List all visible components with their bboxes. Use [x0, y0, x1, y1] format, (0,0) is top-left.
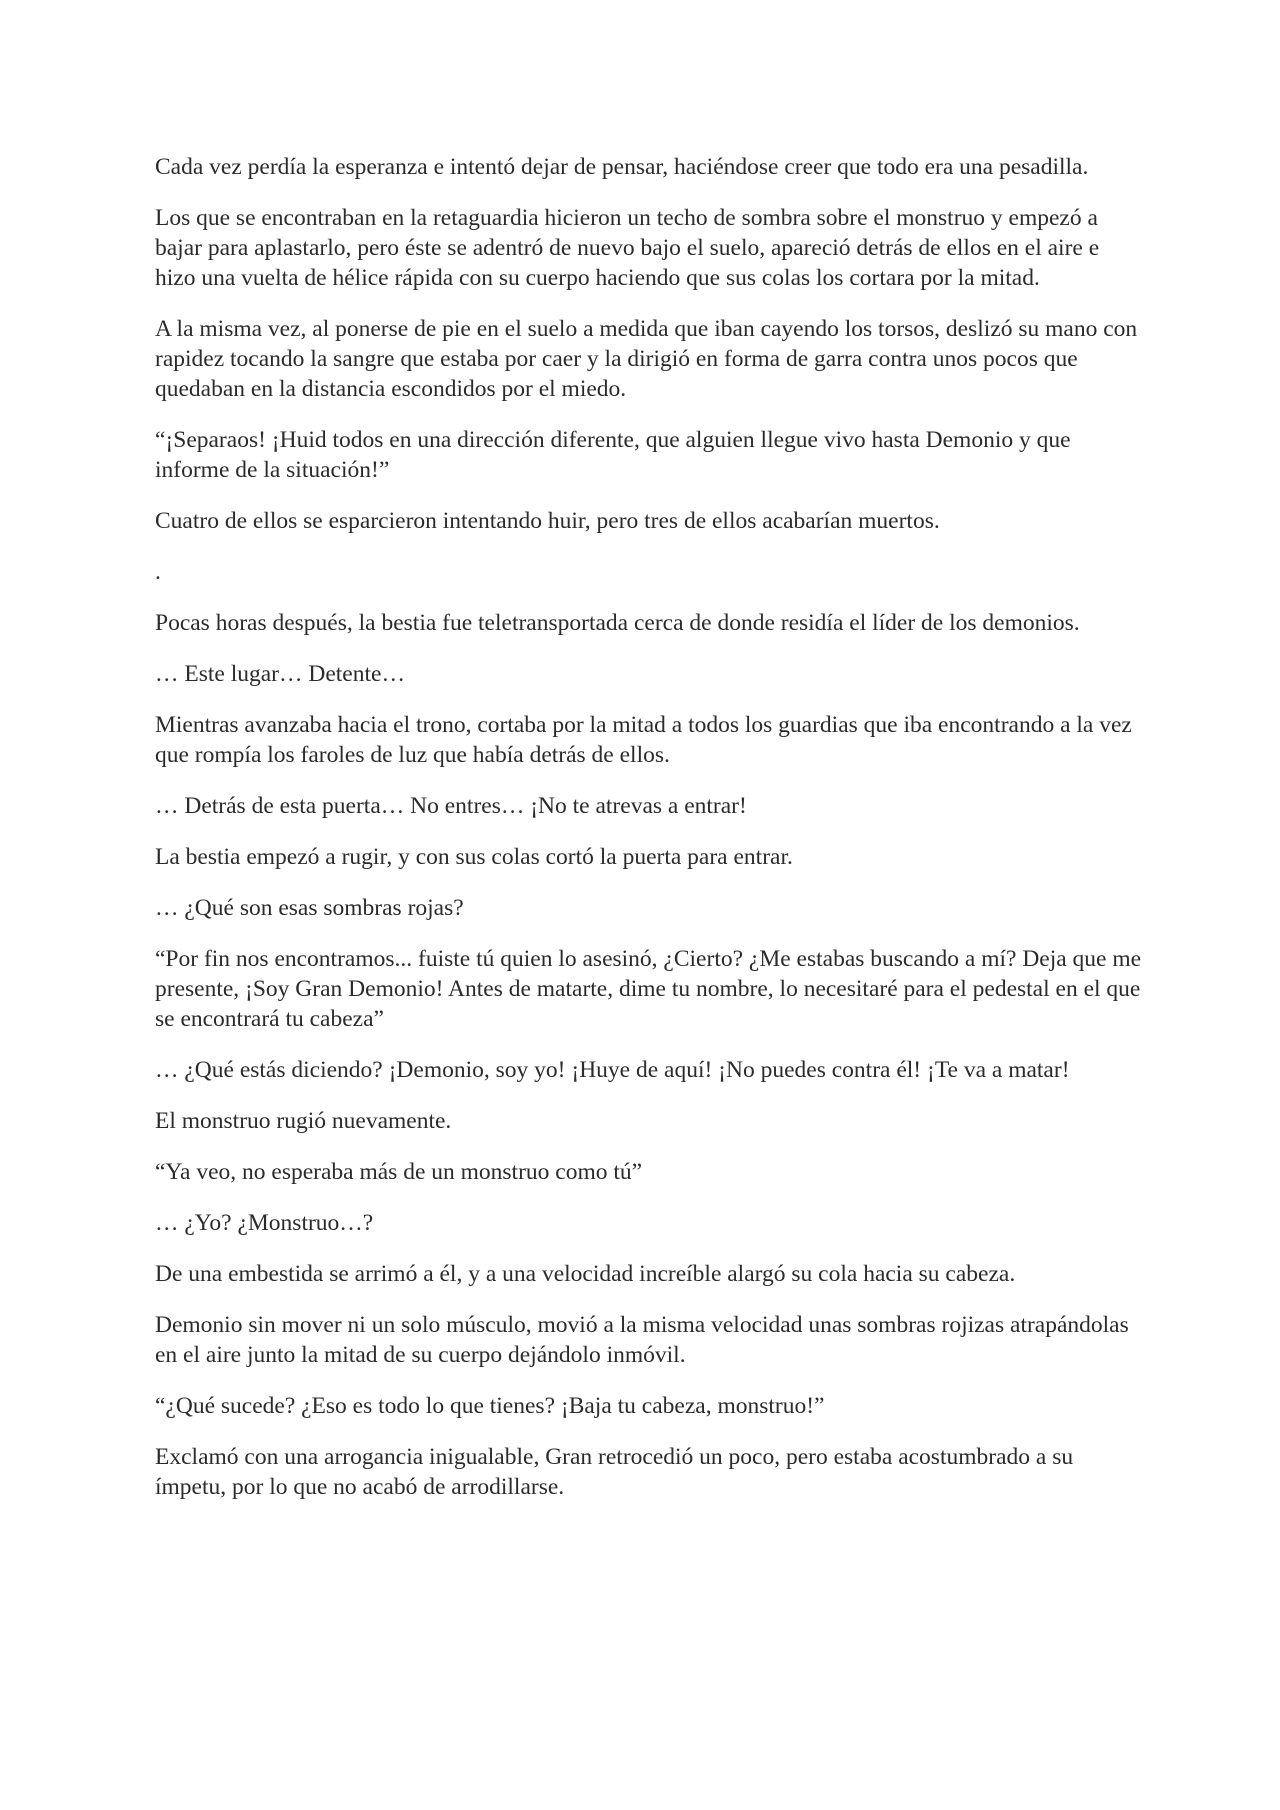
paragraph: Los que se encontraban en la retaguardia hicieron un techo de sombra sobre el monstruo y empezó a bajar para aplastarlo, pero éste se adentró de nuevo bajo el suelo, apareció detrás de ellos en el aire e hizo una vuelta de hélice rápida con su cuerpo haciendo que sus colas los cortara por la mitad. [155, 205, 1100, 291]
paragraph: … Detrás de esta puerta… No entres… ¡No te atrevas a entrar! [155, 793, 747, 819]
paragraph: El monstruo rugió nuevamente. [155, 1108, 452, 1134]
paragraph: “Ya veo, no esperaba más de un monstruo como tú” [155, 1159, 643, 1185]
paragraph: Exclamó con una arrogancia inigualable, Gran retrocedió un poco, pero estaba acostumbrado a su ímpetu, por lo que no acabó de arrodillarse. [155, 1444, 1074, 1500]
scene-break: . [155, 559, 161, 585]
paragraph: “Por fin nos encontramos... fuiste tú quien lo asesinó, ¿Cierto? ¿Me estabas buscando a mí? Deja que me presente, ¡Soy Gran Demonio! Antes de matarte, dime tu nombre, lo necesitaré para el pedestal en el que se encontrará tu cabeza” [155, 946, 1142, 1032]
paragraph: Demonio sin mover ni un solo músculo, movió a la misma velocidad unas sombras rojizas atrapándolas en el aire junto la mitad de su cuerpo dejándolo inmóvil. [155, 1312, 1129, 1368]
paragraph: Cuatro de ellos se esparcieron intentando huir, pero tres de ellos acabarían muertos. [155, 508, 940, 534]
paragraph: “¿Qué sucede? ¿Eso es todo lo que tienes? ¡Baja tu cabeza, monstruo!” [155, 1393, 825, 1419]
document-page [155, 152, 1145, 1523]
paragraph: … ¿Qué son esas sombras rojas? [155, 895, 464, 921]
paragraph: La bestia empezó a rugir, y con sus colas cortó la puerta para entrar. [155, 844, 793, 870]
paragraph: De una embestida se arrimó a él, y a una velocidad increíble alargó su cola hacia su cabeza. [155, 1261, 1016, 1287]
paragraph: … ¿Yo? ¿Monstruo…? [155, 1210, 374, 1236]
paragraph: Pocas horas después, la bestia fue teletransportada cerca de donde residía el líder de los demonios. [155, 610, 1080, 636]
paragraph: Mientras avanzaba hacia el trono, cortaba por la mitad a todos los guardias que iba encontrando a la vez que rompía los faroles de luz que había detrás de ellos. [155, 712, 1132, 768]
paragraph: … Este lugar… Detente… [155, 661, 405, 687]
paragraph: Cada vez perdía la esperanza e intentó dejar de pensar, haciéndose creer que todo era una pesadilla. [155, 154, 1089, 180]
paragraph: A la misma vez, al ponerse de pie en el suelo a medida que iban cayendo los torsos, deslizó su mano con rapidez tocando la sangre que estaba por caer y la dirigió en forma de garra contra unos pocos que quedaban en la distancia escondidos por el miedo. [155, 316, 1138, 402]
paragraph: … ¿Qué estás diciendo? ¡Demonio, soy yo! ¡Huye de aquí! ¡No puedes contra él! ¡Te va a matar! [155, 1057, 1070, 1083]
paragraph: “¡Separaos! ¡Huid todos en una dirección diferente, que alguien llegue vivo hasta Demonio y que informe de la situación!” [155, 427, 1071, 483]
